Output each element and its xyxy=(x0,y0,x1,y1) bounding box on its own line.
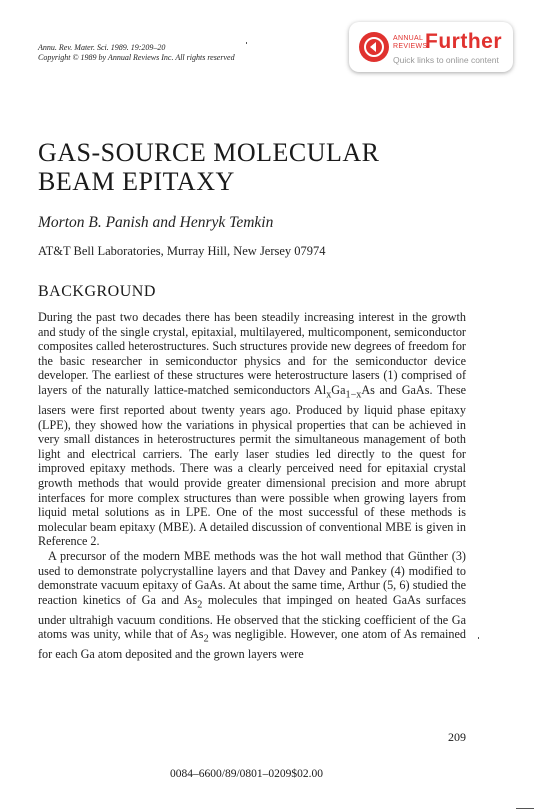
affiliation: AT&T Bell Laboratories, Murray Hill, New Jersey 07974 xyxy=(38,244,326,258)
paragraph-2 xyxy=(38,549,466,662)
paragraph-2-text-a: A precursor of the modern MBE methods was the hot wall method that Günther (3) used to demonstrate polycrystalline layers and that Davey and Pankey (4) modified to demonstrate vacuum epitaxy of GaAs. At about the same time, Arthur (5, 6) studied the reaction kinetics of Ga and As xyxy=(38,548,466,607)
footer-code: 0084–6600/89/0801–0209$02.00 xyxy=(170,768,324,780)
further-label: Further xyxy=(425,30,502,53)
subscript: x xyxy=(326,389,332,401)
title-line-2: BEAM EPITAXY xyxy=(38,167,235,196)
reviews-label: REVIEWS xyxy=(393,43,428,50)
article-body xyxy=(38,310,466,662)
page-number: 209 xyxy=(448,730,466,744)
paragraph-2-text-c: was negligible. However, one atom of As remained for each Ga atom deposited and the grown layers were xyxy=(38,627,467,662)
further-subtitle: Quick links to online content xyxy=(393,55,499,65)
journal-citation xyxy=(38,43,235,63)
subscript: 2 xyxy=(203,633,209,645)
paragraph-1-text-b: As and GaAs. These lasers were first reported about twenty years ago. Produced by liquid phase epitaxy (LPE), they showed how the variations in physical properties that can be achieved in very small distances in heterostructures permit the simultaneous management of both light and electrical carriers. The early laser studies led directly to the quest for improved epitaxy methods. There was a clearly perceived need for epitaxial crystal growth methods that would provide greater dimensional precision and more abrupt interfaces for more complex structures than were possible when growing layers from liquid metal solutions as in LPE. One of the most successful of these methods is molecular beam epitaxy (MBE). A detailed discussion of conventional MBE is given in Reference 2. xyxy=(38,382,466,549)
annual-reviews-wordmark xyxy=(393,35,427,51)
scan-speck xyxy=(478,637,479,639)
paragraph-1 xyxy=(38,310,466,549)
subscript: 1−x xyxy=(345,389,362,401)
authors: Morton B. Panish and Henryk Temkin xyxy=(38,214,274,231)
paragraph-1-text-a: During the past two decades there has been steadily increasing interest in the growth and study of the single crystal, epitaxial, multilayered, multicomponent, semiconductor composites called heterostructures. Such structures provide new degrees of freedom for the basic researcher in semiconductor physics and for the semiconductor device developer. The earliest of these structures were heterostructure lasers (1) comprised of layers of the naturally lattice-matched semiconductors Al xyxy=(38,310,466,397)
title-line-1: GAS-SOURCE MOLECULAR xyxy=(38,138,380,167)
subscript: 2 xyxy=(197,599,203,611)
citation-line: Annu. Rev. Mater. Sci. 1989. 19:209–20 xyxy=(38,43,166,52)
edge-mark xyxy=(516,808,534,809)
copyright-line: Copyright © 1989 by Annual Reviews Inc. All rights reserved xyxy=(38,53,235,62)
paragraph-1-ga: Ga xyxy=(331,382,346,397)
annual-reviews-further-badge[interactable] xyxy=(349,22,513,72)
annual-label: ANNUAL xyxy=(393,35,424,42)
scan-speck xyxy=(246,42,247,44)
paragraph-2-text-b: molecules that impinged on heated GaAs surfaces under ultrahigh vacuum conditions. He observed that the sticking coefficient of the Ga atoms was unity, while that of As xyxy=(38,592,466,642)
section-heading: BACKGROUND xyxy=(38,283,156,300)
article-title xyxy=(38,138,458,196)
annual-reviews-play-icon xyxy=(359,32,389,62)
